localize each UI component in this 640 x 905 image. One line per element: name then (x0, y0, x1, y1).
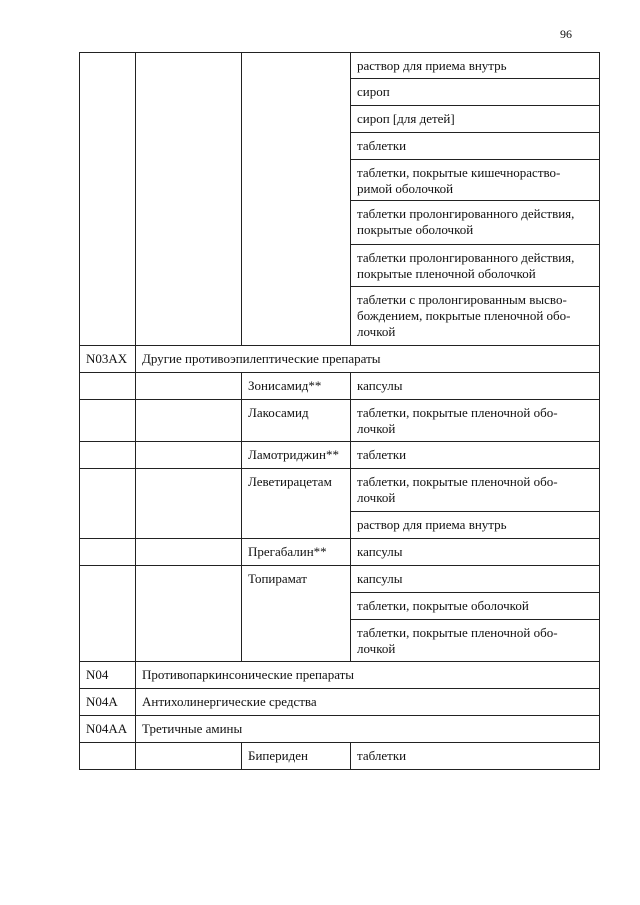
group-name: Другие противоэпилептические препараты (135, 345, 600, 373)
code-cell-empty (79, 441, 136, 469)
code-cell-empty (79, 52, 136, 346)
group-cell-empty (135, 399, 242, 442)
form-cell: раствор для приема внутрь (350, 52, 600, 79)
form-cell: таблетки, покрытые пленочной обо-лочкой (350, 399, 600, 442)
form-cell: таблетки (350, 132, 600, 160)
group-cell-empty (135, 441, 242, 469)
form-cell: таблетки с пролонгированным высво-бождением, покрытые пленочной обо-лочкой (350, 286, 600, 346)
form-cell: таблетки (350, 742, 600, 770)
code-cell-empty (79, 538, 136, 566)
form-cell: сироп [для детей] (350, 105, 600, 133)
form-cell: таблетки, покрытые пленочной обо-лочкой (350, 468, 600, 512)
form-cell: таблетки пролонгированного действия, покрытые пленочной оболочкой (350, 244, 600, 287)
drug-name: Леветирацетам (241, 468, 351, 539)
form-cell: таблетки (350, 441, 600, 469)
group-cell-empty (135, 538, 242, 566)
drug-name: Прегабалин** (241, 538, 351, 566)
drug-cell-empty (241, 52, 351, 346)
form-cell: раствор для приема внутрь (350, 511, 600, 539)
group-cell-empty (135, 372, 242, 400)
form-cell: таблетки, покрытые кишечнораство-римой оболочкой (350, 159, 600, 201)
code-cell-empty (79, 372, 136, 400)
group-cell-empty (135, 52, 242, 346)
page-number: 96 (560, 27, 572, 41)
code-cell-empty (79, 399, 136, 442)
drug-name: Зонисамид** (241, 372, 351, 400)
code-cell-empty (79, 468, 136, 539)
group-code: N03AX (79, 345, 136, 373)
drug-name: Топирамат (241, 565, 351, 662)
drug-name: Лакосамид (241, 399, 351, 442)
group-cell-empty (135, 565, 242, 662)
group-cell-empty (135, 742, 242, 770)
form-cell: таблетки, покрытые пленочной обо-лочкой (350, 619, 600, 662)
form-cell: сироп (350, 78, 600, 106)
group-cell-empty (135, 468, 242, 539)
form-cell: капсулы (350, 538, 600, 566)
group-name: Антихолинергические средства (135, 688, 600, 716)
group-code: N04 (79, 661, 136, 689)
group-name: Третичные амины (135, 715, 600, 743)
form-cell: таблетки пролонгированного действия, покрытые оболочкой (350, 200, 600, 245)
group-code: N04A (79, 688, 136, 716)
group-name: Противопаркинсонические препараты (135, 661, 600, 689)
form-cell: капсулы (350, 372, 600, 400)
form-cell: таблетки, покрытые оболочкой (350, 592, 600, 620)
drug-name: Ламотриджин** (241, 441, 351, 469)
code-cell-empty (79, 742, 136, 770)
code-cell-empty (79, 565, 136, 662)
drug-name: Бипериден (241, 742, 351, 770)
form-cell: капсулы (350, 565, 600, 593)
group-code: N04AA (79, 715, 136, 743)
